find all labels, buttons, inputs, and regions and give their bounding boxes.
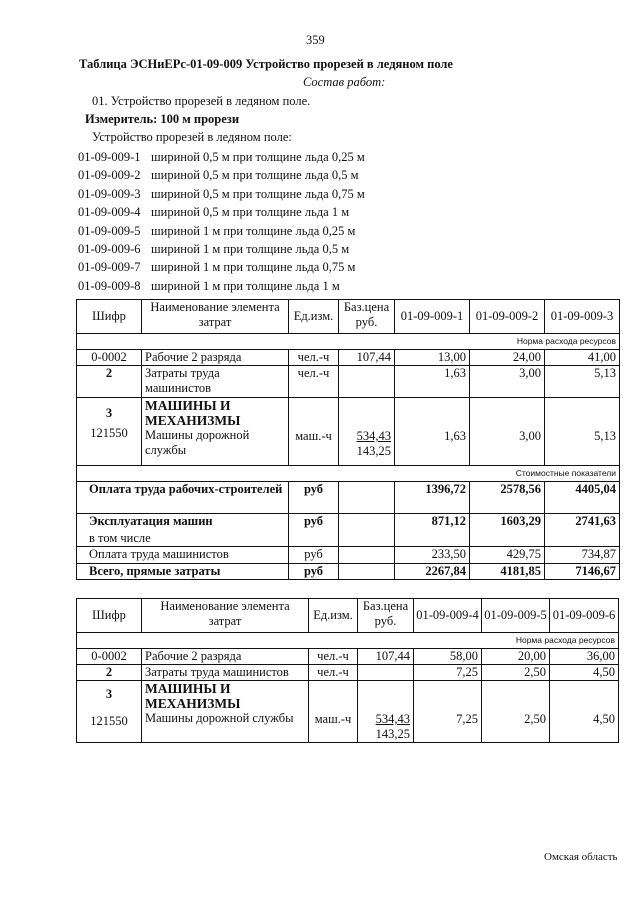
norm-label: Норма расхода ресурсов (77, 633, 619, 649)
cell-price (339, 514, 395, 547)
cell-price: 107,44 (339, 350, 395, 366)
cell-value: 4405,04 (545, 482, 620, 514)
cell-name: МАШИНЫ И МЕХАНИЗМЫ Машины дорожной службы (142, 681, 309, 743)
code-list (78, 148, 365, 295)
cell-price (339, 547, 395, 564)
list-item: 01-09-009-3 шириной 0,5 м при толщине льда 0,75 м (78, 186, 365, 201)
header-cipher: Шифр (77, 599, 142, 633)
cell-price (339, 482, 395, 514)
cell-value: 24,00 (470, 350, 545, 366)
cost-label: Стоимостные показатели (77, 466, 620, 482)
cell-value: 7,25 (414, 681, 482, 743)
resource-table-2 (76, 598, 619, 743)
header-price: Баз.цена руб. (339, 300, 395, 334)
cell-value: 58,00 (414, 649, 482, 665)
table-row (77, 649, 619, 665)
cell-unit: чел.-ч (309, 665, 358, 681)
cell-name: Оплата труда машинистов (77, 547, 289, 564)
cell-unit: чел.-ч (289, 350, 339, 366)
table-row (77, 681, 619, 743)
table-row (77, 564, 620, 580)
list-item: 01-09-009-2 шириной 0,5 м при толщине льда 0,5 м (78, 168, 359, 183)
header-cipher: Шифр (77, 300, 142, 334)
table-row (77, 547, 620, 564)
header-col-1: 01-09-009-1 (395, 300, 470, 334)
list-item: 01-09-009-1 шириной 0,5 м при толщине льда 0,25 м (78, 150, 365, 164)
work-item: 01. Устройство прорезей в ледяном поле. (92, 94, 311, 108)
cell-value: 20,00 (482, 649, 550, 665)
header-col-1: 01-09-009-4 (414, 599, 482, 633)
cell-cipher: 2 (77, 366, 142, 398)
cell-name: Рабочие 2 разряда (142, 649, 309, 665)
norm-label-row (77, 334, 620, 350)
cell-value: 4,50 (550, 665, 619, 681)
cell-value: 734,87 (545, 547, 620, 564)
table-header-row (77, 599, 619, 633)
cell-unit: маш.-ч (289, 398, 339, 466)
table-row (77, 398, 620, 466)
cell-value: 36,00 (550, 649, 619, 665)
resource-table-1 (76, 299, 620, 580)
cell-name: Эксплуатация машин в том числе (77, 514, 289, 547)
list-item: 01-09-009-5 шириной 1 м при толщине льда 0,25 м (78, 223, 356, 238)
cell-cipher: 0-0002 (77, 350, 142, 366)
header-name: Наименование элемента затрат (142, 599, 309, 633)
cell-name: МАШИНЫ И МЕХАНИЗМЫ Машины дорожной службы (142, 398, 289, 466)
cell-unit: руб (289, 564, 339, 580)
cell-cipher: 3 121550 (77, 681, 142, 743)
cell-unit: чел.-ч (309, 649, 358, 665)
list-item: 01-09-009-8 шириной 1 м при толщине льда 1 м (78, 278, 340, 293)
cell-price: 107,44 (358, 649, 414, 665)
cell-name: Рабочие 2 разряда (142, 350, 289, 366)
cell-unit: руб (289, 547, 339, 564)
cell-value: 3,00 (470, 366, 545, 398)
cell-value: 1603,29 (470, 514, 545, 547)
cell-value: 5,13 (545, 398, 620, 466)
cell-value: 5,13 (545, 366, 620, 398)
cell-value: 3,00 (470, 398, 545, 466)
header-price: Баз.цена руб. (358, 599, 414, 633)
list-item: 01-09-009-7 шириной 1 м при толщине льда 0,75 м (78, 260, 356, 275)
cell-value: 1,63 (395, 398, 470, 466)
header-col-2: 01-09-009-5 (482, 599, 550, 633)
norm-label-row (77, 633, 619, 649)
cell-price (339, 366, 395, 398)
norm-label: Норма расхода ресурсов (77, 334, 620, 350)
cell-value: 7,25 (414, 665, 482, 681)
cost-label-row (77, 466, 620, 482)
cell-unit: руб (289, 514, 339, 547)
cell-value: 13,00 (395, 350, 470, 366)
table-row (77, 366, 620, 398)
cell-unit: маш.-ч (309, 681, 358, 743)
cell-name: Затраты труда машинистов (142, 665, 309, 681)
header-unit: Ед.изм. (309, 599, 358, 633)
cell-cipher: 2 (77, 665, 142, 681)
cell-cipher: 3 121550 (77, 398, 142, 466)
cell-value: 233,50 (395, 547, 470, 564)
cell-value: 2,50 (482, 681, 550, 743)
table-heading: Таблица ЭСНиЕРс-01-09-009 Устройство прорезей в ледяном поле (79, 57, 453, 71)
header-unit: Ед.изм. (289, 300, 339, 334)
cell-value: 1396,72 (395, 482, 470, 514)
cell-name: Оплата труда рабочих-строителей (77, 482, 289, 514)
cell-value: 4181,85 (470, 564, 545, 580)
subtitle: Устройство прорезей в ледяном поле: (92, 130, 292, 144)
cell-price: 534,43 143,25 (358, 681, 414, 743)
cell-value: 429,75 (470, 547, 545, 564)
footer-region: Омская область (544, 851, 618, 863)
composition-label: Состав работ: (303, 75, 386, 89)
table-header-row (77, 300, 620, 334)
cell-value: 4,50 (550, 681, 619, 743)
header-col-2: 01-09-009-2 (470, 300, 545, 334)
cell-value: 41,00 (545, 350, 620, 366)
cell-unit: чел.-ч (289, 366, 339, 398)
header-col-3: 01-09-009-3 (545, 300, 620, 334)
cell-value: 7146,67 (545, 564, 620, 580)
list-item: 01-09-009-4 шириной 0,5 м при толщине льда 1 м (78, 205, 350, 220)
table-row (77, 482, 620, 514)
table-row (77, 350, 620, 366)
cell-value: 2578,56 (470, 482, 545, 514)
cell-unit: руб (289, 482, 339, 514)
header-name: Наименование элемента затрат (142, 300, 289, 334)
meter-label: Измеритель: 100 м прорези (85, 112, 240, 126)
table-row (77, 665, 619, 681)
cell-price: 534,43 143,25 (339, 398, 395, 466)
cell-name: Всего, прямые затраты (77, 564, 289, 580)
cell-price (358, 665, 414, 681)
cell-price (339, 564, 395, 580)
page-number: 359 (306, 33, 325, 47)
cell-value: 1,63 (395, 366, 470, 398)
cell-value: 2741,63 (545, 514, 620, 547)
cell-cipher: 0-0002 (77, 649, 142, 665)
list-item: 01-09-009-6 шириной 1 м при толщине льда 0,5 м (78, 241, 350, 256)
cell-name: Затраты труда машинистов (142, 366, 289, 398)
header-col-3: 01-09-009-6 (550, 599, 619, 633)
table-row (77, 514, 620, 547)
cell-value: 2267,84 (395, 564, 470, 580)
cell-value: 2,50 (482, 665, 550, 681)
cell-value: 871,12 (395, 514, 470, 547)
